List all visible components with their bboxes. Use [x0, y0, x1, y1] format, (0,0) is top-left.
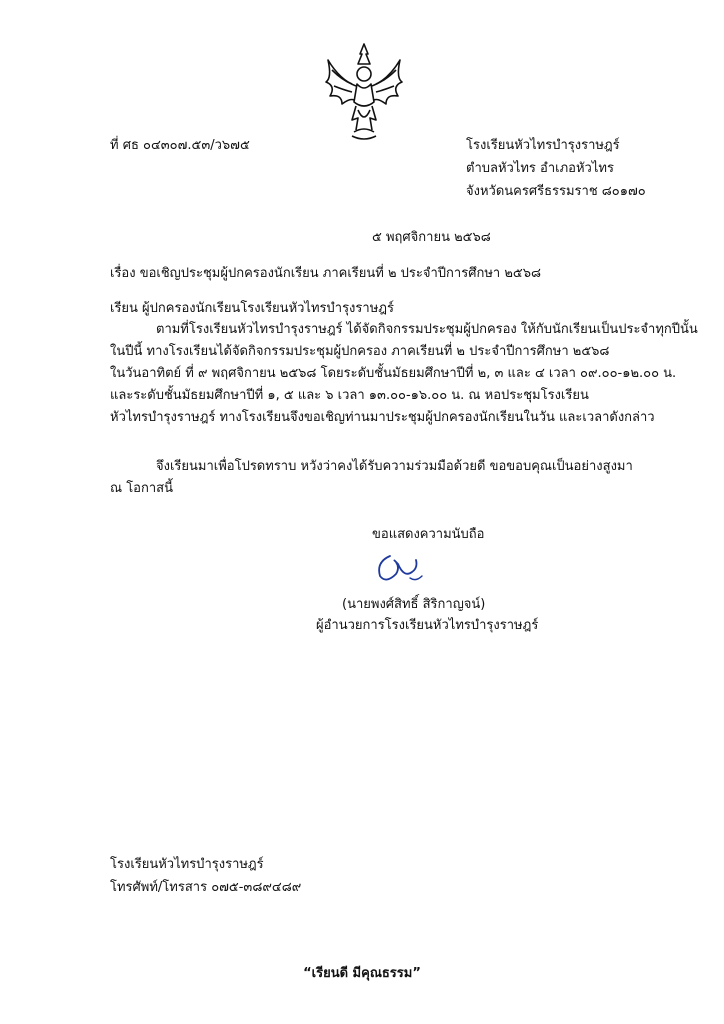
paragraph-line: ในปีนี้ ทางโรงเรียนได้จัดกิจกรรมประชุมผู้ปกครอง ภาคเรียนที่ ๒ ประจำปีการศึกษา ๒๕๖๘: [110, 344, 610, 359]
signer-title: ผู้อำนวยการโรงเรียนหัวไทรบำรุงราษฎร์: [316, 618, 539, 633]
letter-addressee: เรียน ผู้ปกครองนักเรียนโรงเรียนหัวไทรบำรุงราษฎร์: [110, 301, 394, 316]
school-address-line-3: จังหวัดนครศรีธรรมราช ๘๐๑๗๐: [466, 184, 646, 199]
footer-phone: โทรศัพท์/โทรสาร ๐๗๕-๓๘๙๔๘๙: [110, 880, 302, 895]
paragraph-line: ตามที่โรงเรียนหัวไทรบำรุงราษฎร์ ได้จัดกิจกรรมประชุมผู้ปกครอง ให้กับนักเรียนเป็นประจำทุกปีนั้น: [156, 322, 698, 337]
closing-salutation: ขอแสดงความนับถือ: [372, 527, 485, 542]
signature-icon: [372, 548, 432, 588]
footer-school-name: โรงเรียนหัวไทรบำรุงราษฎร์: [110, 857, 264, 872]
body-paragraph-2: [110, 456, 633, 500]
paragraph-line: ในวันอาทิตย์ ที่ ๙ พฤศจิกายน ๒๕๖๘ โดยระดับชั้นมัธยมศึกษาปีที่ ๒, ๓ และ ๔ เวลา ๐๙.๐๐-๑๒.๐๐ น.: [110, 366, 677, 381]
garuda-emblem-icon: [322, 40, 406, 144]
school-address-line-2: ตำบลหัวไทร อำเภอหัวไทร: [466, 161, 614, 176]
letter-date: ๕ พฤศจิกายน ๒๕๖๘: [372, 230, 491, 245]
reference-number: ที่ ศธ ๐๔๓๐๗.๕๓/ว๖๗๕: [110, 138, 250, 153]
letter-subject: เรื่อง ขอเชิญประชุมผู้ปกครองนักเรียน ภาคเรียนที่ ๒ ประจำปีการศึกษา ๒๕๖๘: [110, 266, 542, 281]
school-address-line-1: โรงเรียนหัวไทรบำรุงราษฎร์: [466, 138, 620, 153]
signer-name: (นายพงศ์สิทธิ์ สิริกาญจน์): [342, 597, 486, 612]
paragraph-line: หัวไทรบำรุงราษฎร์ ทางโรงเรียนจึงขอเชิญท่านมาประชุมผู้ปกครองนักเรียนในวัน และเวลาดังกล่าว: [110, 410, 655, 425]
paragraph-line: จึงเรียนมาเพื่อโปรดทราบ หวังว่าคงได้รับความร่วมมือด้วยดี ขอขอบคุณเป็นอย่างสูงมา: [156, 459, 633, 474]
paragraph-line: ณ โอกาสนี้: [110, 481, 173, 496]
school-motto: “เรียนดี มีคุณธรรม”: [303, 966, 421, 981]
body-paragraph-1: [110, 319, 698, 429]
paragraph-line: และระดับชั้นมัธยมศึกษาปีที่ ๑, ๕ และ ๖ เวลา ๑๓.๐๐-๑๖.๐๐ น. ณ หอประชุมโรงเรียน: [110, 388, 589, 403]
